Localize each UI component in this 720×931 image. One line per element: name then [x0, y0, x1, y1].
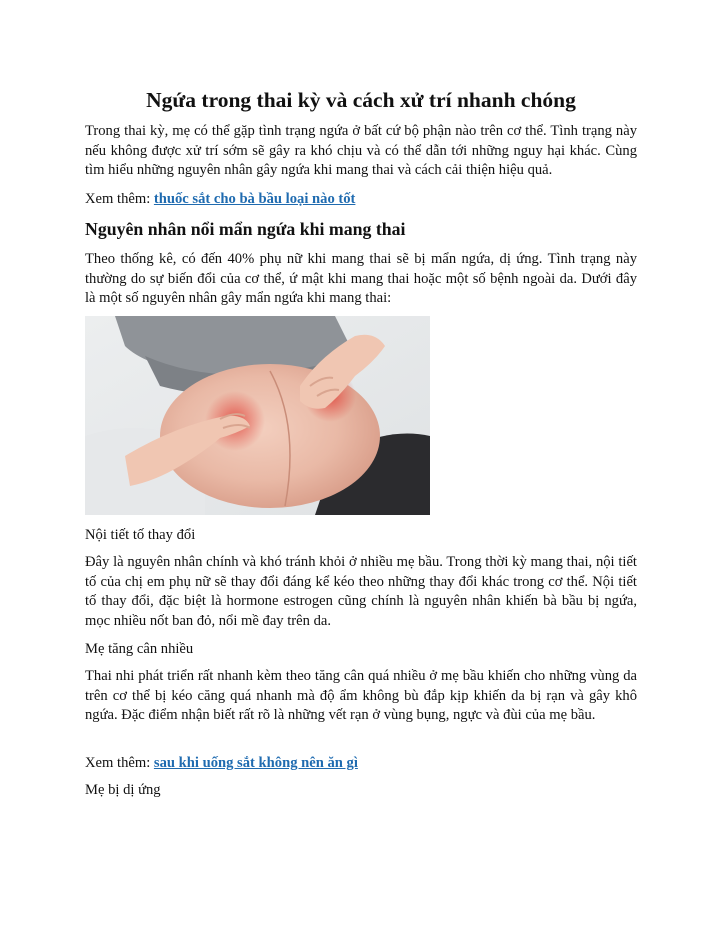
cause-3-heading-block: [85, 781, 637, 801]
cause-2-heading: Mẹ tăng cân nhiều: [85, 641, 194, 657]
see-also-link-1[interactable]: thuốc sắt cho bà bầu loại nào tốt: [153, 191, 356, 207]
cause-2-body-block: [85, 667, 637, 726]
cause-1-body-block: [85, 553, 637, 631]
cause-1-heading: Nội tiết tố thay đổi: [85, 527, 196, 543]
see-also-prefix: Xem thêm:: [85, 755, 154, 771]
see-also-prefix: Xem thêm:: [85, 191, 154, 207]
cause-2-heading-block: [85, 640, 637, 660]
cause-3-heading: Mẹ bị dị ứng: [85, 782, 161, 798]
see-also-1: [85, 190, 637, 210]
page-title: Ngứa trong thai kỳ và cách xử trí nhanh chóng: [146, 88, 576, 112]
see-also-link-2[interactable]: sau khi uống sắt không nên ăn gì: [153, 755, 358, 771]
cause-1-heading-block: [85, 526, 637, 546]
section-heading: Nguyên nhân nổi mẩn ngứa khi mang thai: [85, 219, 406, 239]
pregnant-belly-image: [85, 316, 430, 515]
cause-1-body: Đây là nguyên nhân chính và khó tránh khỏi ở nhiều mẹ bầu. Trong thời kỳ mang thai, nội tiết tố của chị em phụ nữ sẽ thay đổi đáng kể kéo theo những thay đổi khác trong cơ thể. Nội tiết tố thay đổi, đặc biệt là hormone estrogen cũng chính là nguyên nhân khiến bà bầu bị ngứa, mọc nhiều nốt ban đỏ, nổi mề đay trên da.: [85, 554, 637, 629]
section-heading-block: [85, 217, 637, 241]
section-intro: Theo thống kê, có đến 40% phụ nữ khi mang thai sẽ bị mẩn ngứa, dị ứng. Tình trạng này thường do sự biến đổi của cơ thể, ứ mật khi mang thai hoặc một số bệnh ngoài da. Dưới đây là một số nguyên nhân gây mẩn ngứa khi mang thai:: [85, 251, 637, 306]
see-also-2: [85, 754, 637, 774]
cause-2-body: Thai nhi phát triển rất nhanh kèm theo tăng cân quá nhiều ở mẹ bầu khiến cho những vùng da trên cơ thể bị kéo căng quá nhanh mà độ ẩm không bù đắp kịp khiến da bị rạn và gây khô ngứa. Đặc điểm nhận biết rất rõ là những vết rạn ở vùng bụng, ngực và đùi của mẹ bầu.: [85, 668, 637, 723]
intro-paragraph: Trong thai kỳ, mẹ có thể gặp tình trạng ngứa ở bất cứ bộ phận nào trên cơ thể. Tình trạng này nếu không được xử trí sớm sẽ gây ra khó chịu và có thể dẫn tới những nguy hại khác. Cùng tìm hiểu những nguyên nhân gây ngứa khi mang thai và cách cải thiện hiệu quả.: [85, 123, 637, 178]
